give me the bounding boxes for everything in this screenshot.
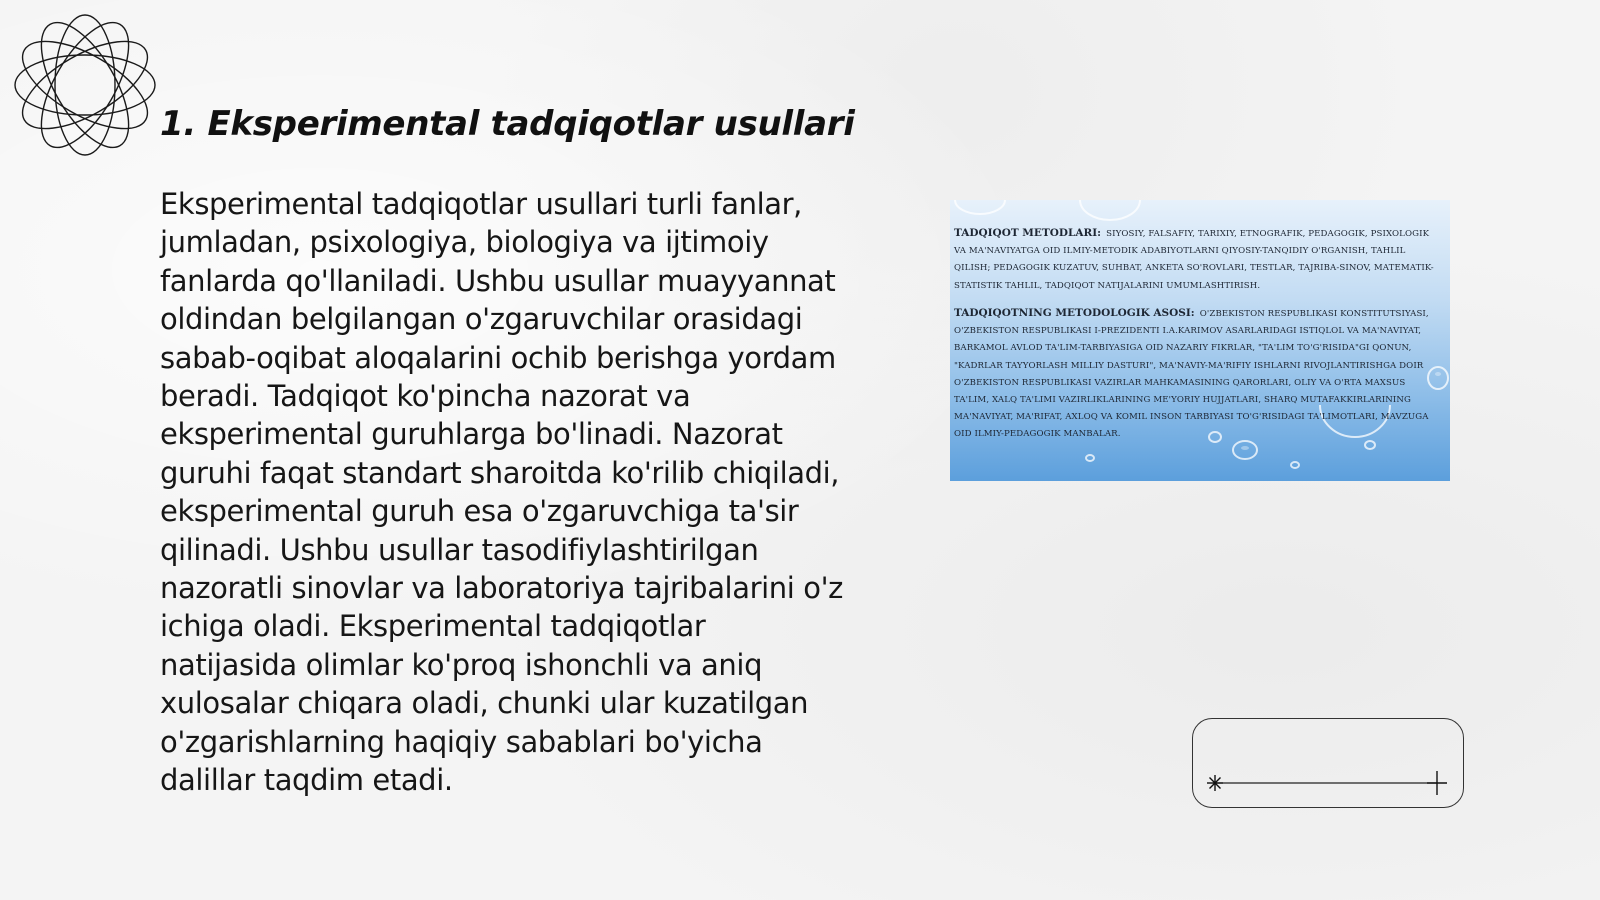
methodology-heading: TADQIQOTNING METODOLOGIK ASOSI: [954, 307, 1195, 319]
caption-box [1192, 718, 1464, 808]
methods-block [954, 224, 1436, 293]
slide-title: 1. Eksperimental tadqiqotlar usullari [160, 104, 855, 144]
info-image [950, 200, 1450, 481]
orbit-logo-icon [10, 10, 160, 160]
methodology-text: O'ZBEKISTON RESPUBLIKASI KONSTITUTSIYASI, O'ZBEKISTON RESPUBLIKASI I-PREZIDENTI I.A.KARIMOV ASARLARIDAGI ISTIQLOL VA MA'NAVIYAT, BARKAMOL AVLOD TA'LIM-TARBIYASIGA OID NAZARIY FIKRLAR, "TA'LIM TO'G'RISIDA"GI QONUN, "KADRLAR TAYYORLASH MILLIY DASTURI", MA'NAVIY-MA'RIFIY ISHLARNI RIVOJLANTIRISHGA DOIR O'ZBEKISTON RESPUBLIKASI VAZIRLAR MAHKAMASINING QARORLARI, OLIY VA O'RTA MAXSUS TA'LIM, XALQ TA'LIMI VAZIRLIKLARINING ME'YORIY HUJJATLARI, SHARQ MUTAFAKKIRLARINING MA'NAVIYAT, MA'RIFAT, AXLOQ VA KOMIL INSON TARBIYASI TO'G'RISIDAGI TA'LIMOTLARI, MAVZUGA OID ILMIY-PEDAGOGIK MANBALAR. [954, 309, 1429, 440]
methods-heading: TADQIQOT METODLARI: [954, 227, 1102, 239]
methods-text: SIYOSIY, FALSAFIY, TARIXIY, ETNOGRAFIK, PEDAGOGIK, PSIXOLOGIK VA MA'NAVIYATGA OID ILMIY-METODIK ADABIYOTLARNI QIYOSIY-TANQIDIY O'RGANISH, TAHLIL QILISH; PEDAGOGIK KUZATUV, SUHBAT, ANKETA SO'ROVLARI, TESTLAR, TAJRIBA-SINOV, MATEMATIK-STATISTIK TAHLIL, TADQIQOT NATIJALARINI UMUMLASHTIRISH. [954, 229, 1434, 291]
star-cross-icon [1427, 771, 1447, 795]
caption-divider [1199, 771, 1457, 795]
methodology-block [954, 304, 1436, 442]
body-text: Eksperimental tadqiqotlar usullari turli fanlar, jumladan, psixologiya, biologiya va ijtimoiy fanlarda qo'llaniladi. Ushbu usullar muayyannat oldindan belgilangan o'zgaruvchilar orasidagi sabab-oqibat aloqalarini ochib berishga yordam beradi. Tadqiqot ko'pincha nazorat va eksperimental guruhlarga bo'linadi. Nazorat guruhi faqat standart sharoitda ko'rilib chiqiladi, eksperimental guruh esa o'zgaruvchiga ta'sir qilinadi. Ushbu usullar tasodifiylashtirilgan nazoratli sinovlar va laboratoriya tajribalarini o'z ichiga oladi. Eksperimental tadqiqotlar natijasida olimlar ko'proq ishonchli va aniq xulosalar chiqara oladi, chunki ular kuzatilgan o'zgarishlarning haqiqiy sabablari bo'yicha dalillar taqdim etadi. [160, 187, 843, 798]
sparkle-icon [1207, 775, 1223, 791]
